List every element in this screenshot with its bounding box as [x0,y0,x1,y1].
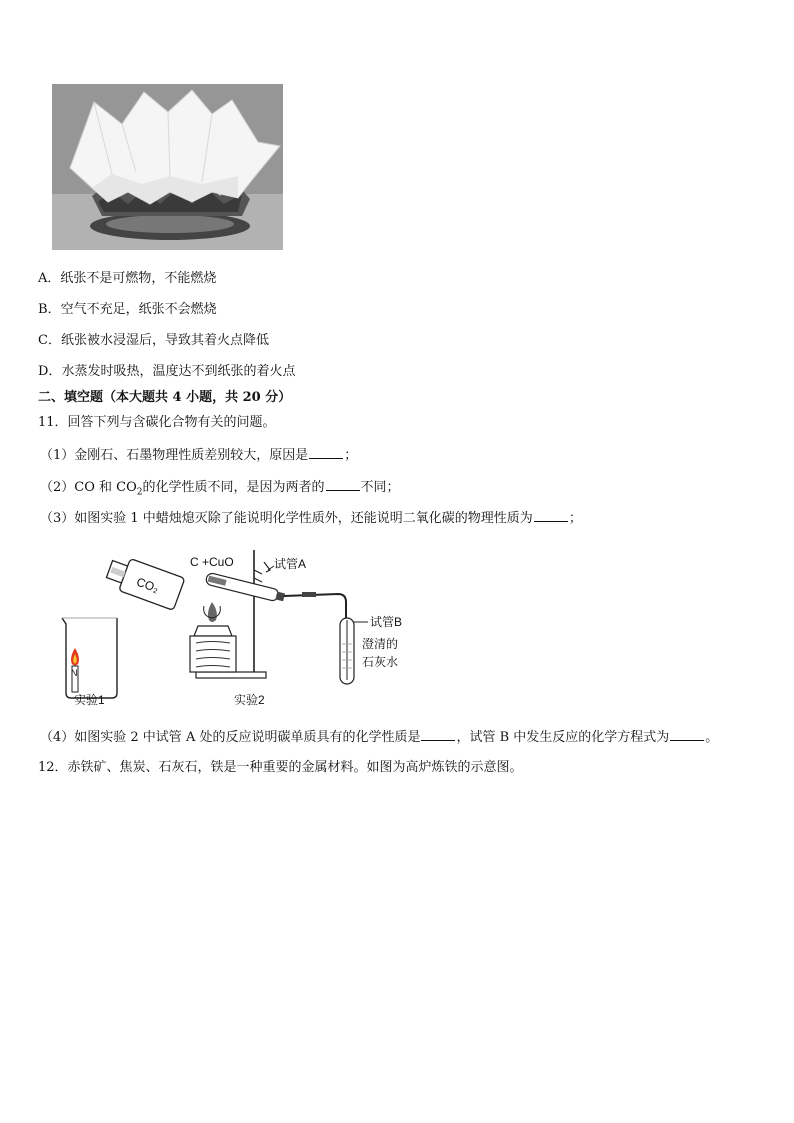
caption-experiment1: 实验1 [74,693,105,707]
q11-part3: （3）如图实验 1 中蜡烛熄灭除了能说明化学性质外，还能说明二氧化碳的物理性质为 ； [40,511,582,526]
tubeB-label: 试管B [370,615,403,629]
q11-stem: 11．回答下列与含碳化合物有关的问题。 [38,415,276,430]
co2-bottle [104,553,185,610]
experiment-figure [56,548,426,710]
option-a: A．纸张不是可燃物，不能燃烧 [38,271,217,286]
svg-text:CO₂: CO₂ [134,574,161,596]
svg-text:N: N [71,668,78,678]
answer-blank[interactable] [421,728,455,741]
answer-blank[interactable] [534,509,568,522]
answer-blank[interactable] [670,728,704,741]
limewater-label-line1: 澄清的 [362,637,399,651]
option-b: B．空气不充足，纸张不会燃烧 [38,302,217,317]
q11-part4: （4）如图实验 2 中试管 A 处的反应说明碳单质具有的化学性质是 ，试管 B 中发生反应的化学方程式为 。 [40,730,719,745]
q12-stem: 12．赤铁矿、焦炭、石灰石，铁是一种重要的金属材料。如图为高炉炼铁的示意图。 [38,760,523,775]
q11-part2: （2）CO 和 $CO_2$的化学性质不同，是因为两者的 不同； [40,480,400,498]
q11-part1: （1）金刚石、石墨物理性质差别较大，原因是 ； [40,448,358,463]
caption-experiment2: 实验2 [234,693,265,707]
experiment2-apparatus [190,550,354,684]
answer-blank[interactable] [326,478,360,491]
answer-blank[interactable] [309,446,343,459]
option-d: D．水蒸发时吸热，温度达不到纸张的着火点 [38,364,296,379]
section-heading: 二、填空题（本大题共 4 小题，共 20 分） [38,390,292,405]
limewater-label-line2: 石灰水 [362,655,399,669]
option-c: C．纸张被水浸湿后，导致其着火点降低 [38,333,269,348]
tubeA-label: 试管A [274,557,307,571]
paper-burner-illustration [52,84,283,250]
paper-burner-photo [52,84,283,250]
experiment1-beaker [62,618,117,698]
reactant-label: C +CuO [190,555,234,569]
